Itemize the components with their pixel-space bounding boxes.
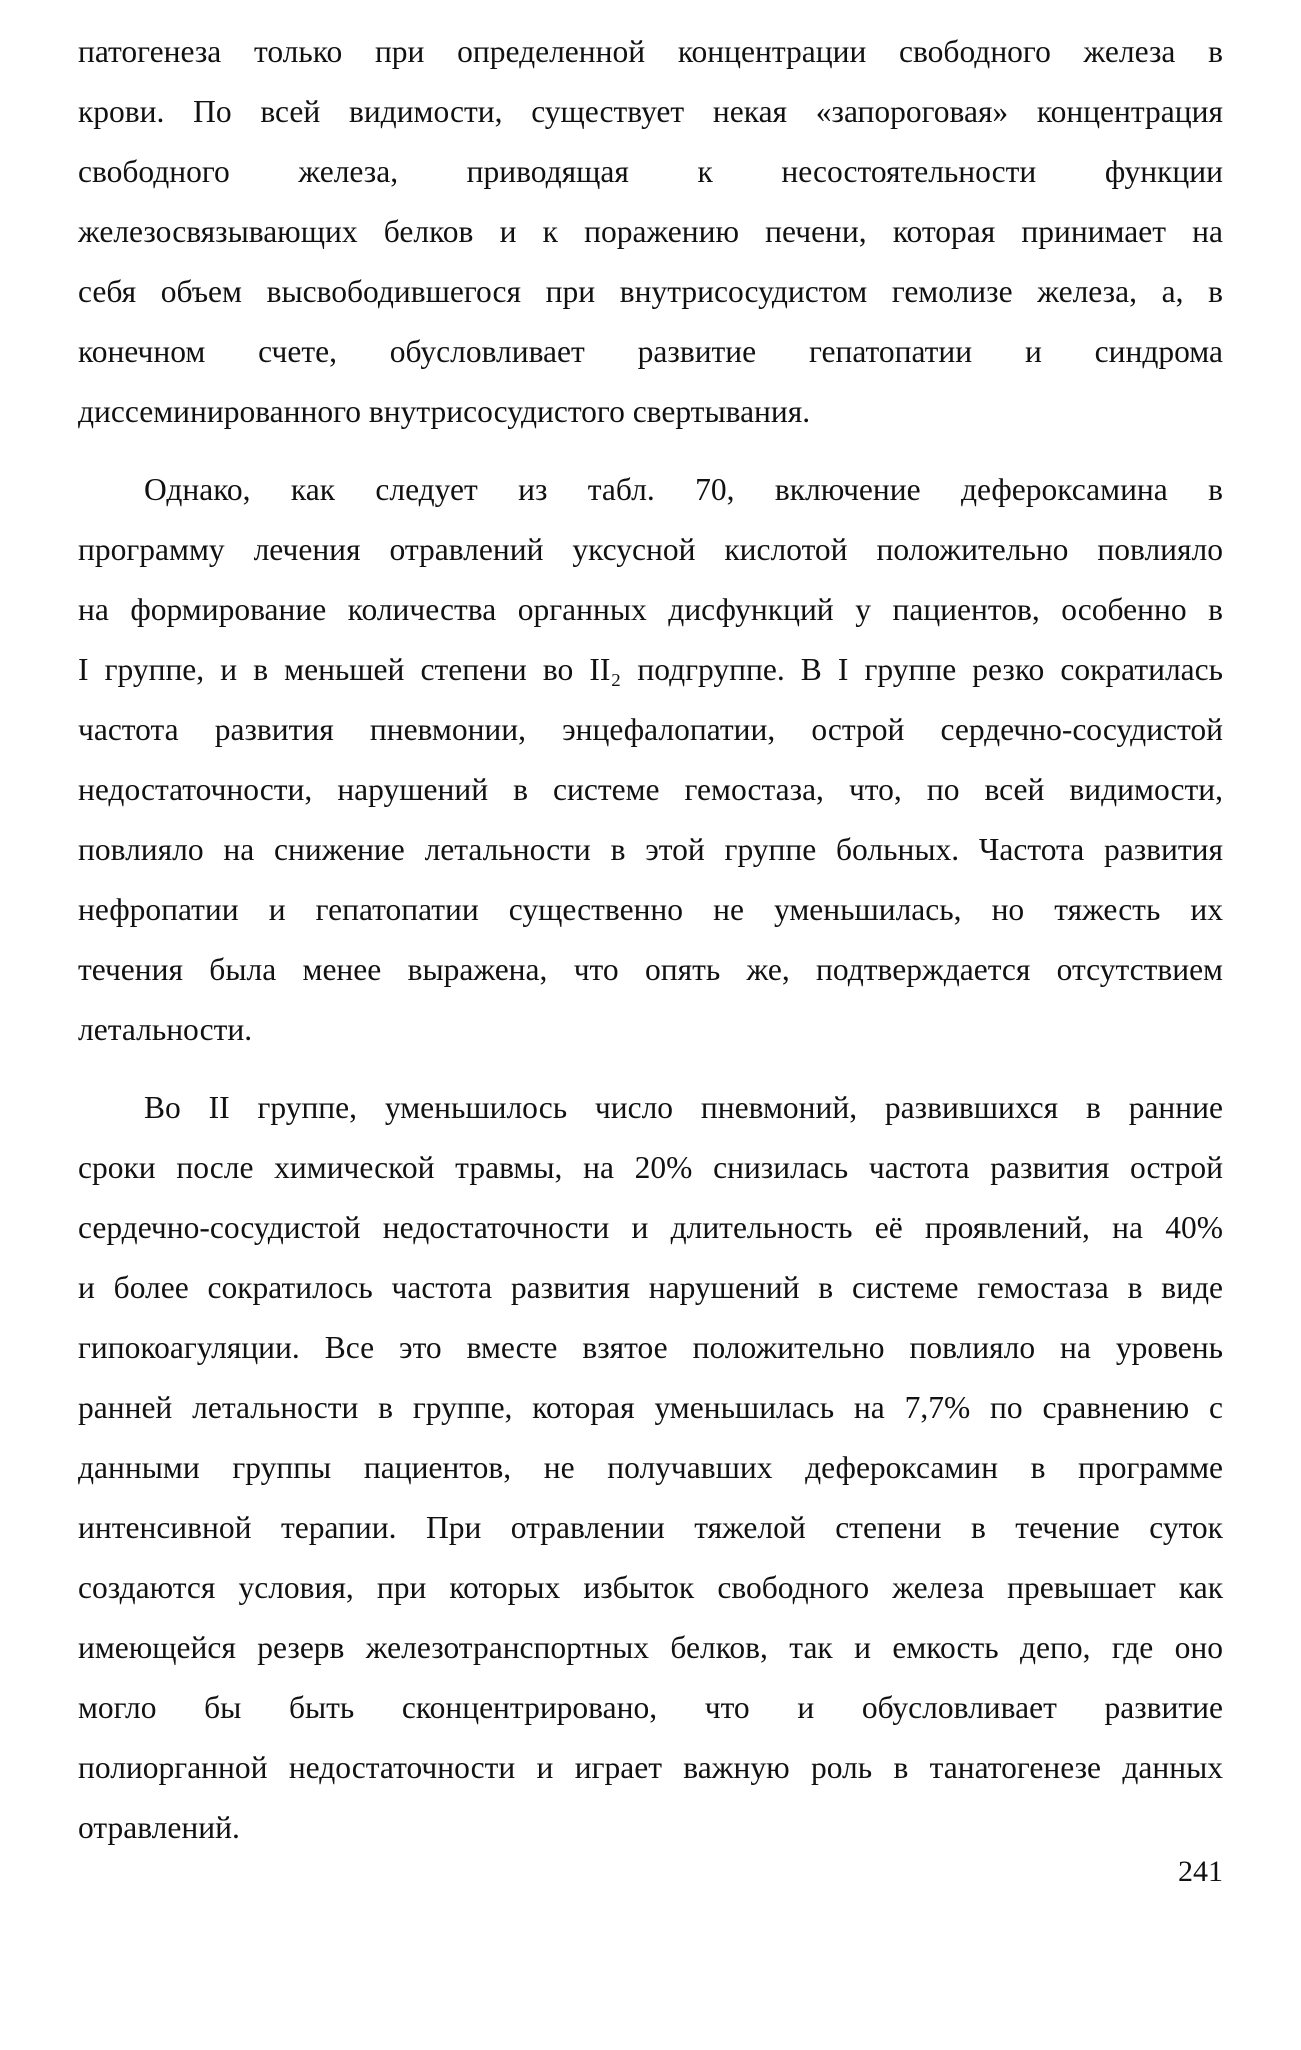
text-line: интенсивной терапии. При отравлении тяжелой степени в течение суток: [78, 1510, 1223, 1545]
text-line: могло бы быть сконцентрировано, что и обусловливает развитие: [78, 1690, 1223, 1725]
text-line: программу лечения отравлений уксусной кислотой положительно повлияло: [78, 532, 1223, 567]
text-line: крови. По всей видимости, существует некая «запороговая» концентрация: [78, 94, 1223, 129]
text-line: течения была менее выражена, что опять же, подтверждается отсутствием: [78, 952, 1223, 987]
text-line: сердечно-сосудистой недостаточности и длительность её проявлений, на 40%: [78, 1210, 1223, 1245]
page-number: 241: [1178, 1855, 1223, 1888]
text-line: ранней летальности в группе, которая уменьшилась на 7,7% по сравнению с: [78, 1390, 1223, 1425]
text-line: сроки после химической травмы, на 20% снизилась частота развития острой: [78, 1150, 1223, 1185]
text-line: диссеминированного внутрисосудистого свертывания.: [78, 394, 811, 429]
text-line: частота развития пневмонии, энцефалопатии, острой сердечно-сосудистой: [78, 712, 1223, 747]
text-line: недостаточности, нарушений в системе гемостаза, что, по всей видимости,: [78, 772, 1223, 807]
paragraph-3: [78, 1078, 1223, 1858]
body-text: [78, 22, 1223, 1858]
text-line: отравлений.: [78, 1810, 240, 1845]
text-line: данными группы пациентов, не получавших дефероксамин в программе: [78, 1450, 1223, 1485]
paragraph-2: [78, 460, 1223, 1060]
paragraph-1: [78, 22, 1223, 442]
text-line: I группе, и в меньшей степени во II₂ подгруппе. В I группе резко сократилась: [78, 652, 1223, 687]
text-line: свободного железа, приводящая к несостоятельности функции: [78, 154, 1223, 189]
text-line: летальности.: [78, 1012, 253, 1047]
text-line: Во II группе, уменьшилось число пневмоний, развившихся в ранние: [144, 1090, 1223, 1125]
text-line: железосвязывающих белков и к поражению печени, которая принимает на: [78, 214, 1223, 249]
text-line: Однако, как следует из табл. 70, включение дефероксамина в: [144, 472, 1223, 507]
text-line: гипокоагуляции. Все это вместе взятое положительно повлияло на уровень: [78, 1330, 1223, 1365]
text-line: создаются условия, при которых избыток свободного железа превышает как: [78, 1570, 1223, 1605]
text-line: повлияло на снижение летальности в этой группе больных. Частота развития: [78, 832, 1223, 867]
text-line: на формирование количества органных дисфункций у пациентов, особенно в: [78, 592, 1223, 627]
text-line: имеющейся резерв железотранспортных белков, так и емкость депо, где оно: [78, 1630, 1223, 1665]
text-line: себя объем высвободившегося при внутрисосудистом гемолизе железа, а, в: [78, 274, 1223, 309]
text-line: конечном счете, обусловливает развитие гепатопатии и синдрома: [78, 334, 1223, 369]
text-line: патогенеза только при определенной концентрации свободного железа в: [78, 34, 1223, 69]
text-line: нефропатии и гепатопатии существенно не уменьшилась, но тяжесть их: [78, 892, 1223, 927]
text-line: и более сократилось частота развития нарушений в системе гемостаза в виде: [78, 1270, 1223, 1305]
text-line: полиорганной недостаточности и играет важную роль в танатогенезе данных: [78, 1750, 1223, 1785]
